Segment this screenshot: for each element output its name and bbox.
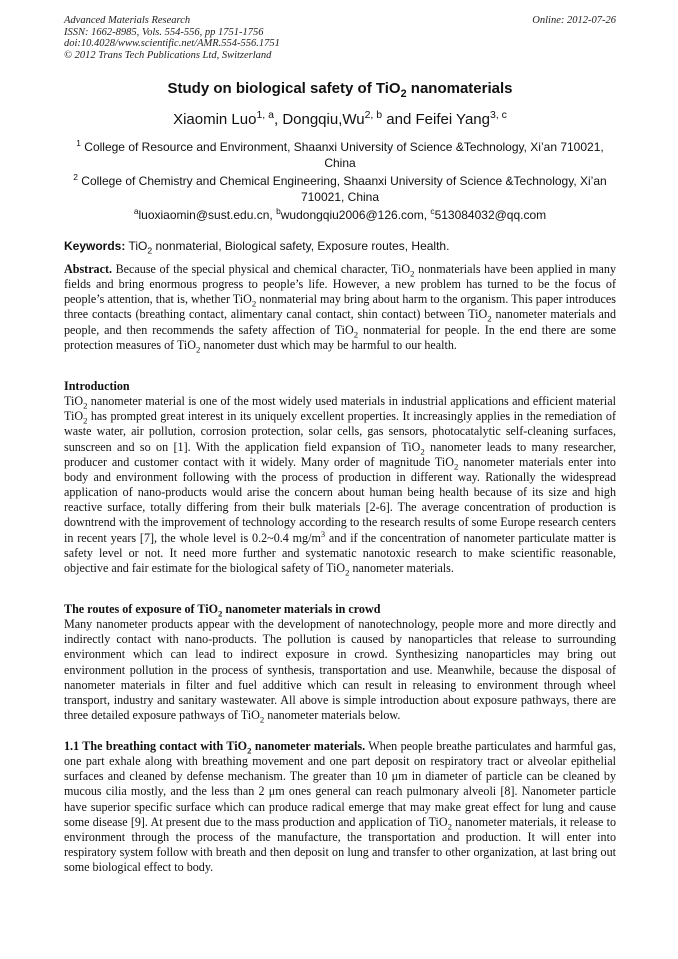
abstract — [64, 262, 616, 353]
affiliation-2 — [64, 173, 616, 205]
keywords-text: TiO — [125, 239, 148, 253]
section-heading — [64, 602, 616, 617]
heading-text: nanometer materials in crowd — [222, 602, 381, 616]
paragraph-text: TiO — [64, 394, 84, 409]
subscript: 2 — [147, 245, 153, 256]
email-marker: a — [133, 206, 139, 216]
heading-text: The routes of exposure of TiO — [64, 602, 218, 616]
affiliation-1 — [64, 139, 616, 171]
author-separator: , — [273, 111, 283, 128]
title-text: Study on biological safety of TiO — [167, 80, 401, 97]
subscript: 2 — [247, 745, 252, 756]
subscript: 2 — [83, 400, 88, 411]
subscript: 2 — [196, 344, 201, 355]
subscript: 2 — [251, 298, 257, 309]
subsection-heading — [64, 739, 366, 756]
paragraph-text: nanometer materials. — [349, 560, 454, 575]
journal-header — [64, 15, 616, 61]
paragraph-text: Many nanometer products appear with the development of nanotechnology, people more and more directly and indirectly contact with nano-products. The pollution is caused by nanoparticles that release to surrounding environment which can lead to indirect exposure in crowd. Synthesizing nanoparticles may bring out environment pollution in the process of synthesis, transportation and use. Meanwhile, because the disposal of nanometer materials in filter and fuel additive which can result in releasing to environment through wheel transport, industry and sanitary wastewater. All above is simple introduction about exposure pathways, there are three detailed exposure pathways of TiO — [64, 617, 616, 723]
copyright-line: © 2012 Trans Tech Publications Ltd, Switzerland — [64, 49, 272, 61]
abstract-text: Because of the special physical and chemical character, TiO — [112, 262, 411, 276]
email-address: wudongqiu2006@126.com, — [280, 208, 431, 222]
subscript: 2 — [259, 714, 265, 725]
subscript: 2 — [447, 821, 452, 832]
abstract-label: Abstract. — [64, 262, 113, 276]
superscript: 3 — [320, 528, 326, 539]
paragraph-text: has prompted great interest in its uniquely excellent properties. It increasingly applies in the remediation of waste water, air pollution, corrosion protection, solar cells, gas sensors, photocatalytic self-cleaning surfaces, sunscreen and so on [1]. With the application field expansion of TiO — [64, 409, 616, 454]
affiliation-text: College of Chemistry and Chemical Engineering, Shaanxi University of Science &Technology, Xi’an 710021, China — [77, 174, 607, 204]
journal-name: Advanced Materials Research — [64, 15, 191, 26]
author-name: Xiaomin Luo — [173, 111, 257, 128]
author-list — [64, 111, 616, 128]
subscript: 2 — [410, 268, 415, 279]
subscript: 2 — [353, 329, 359, 340]
paragraph-text: nanometer materials enter into body and environment following with the process of production in different way. Rationally the widespread application of nano-products would arise the concern about human being health because of its size and high reactive surface, totally differing from their bulk materials [2-6]. The average concentration of production is downtrend with the improvement of technology according to the research results of some Europe research centers in recent years [7], the whole level is 0.2~0.4 mg/m — [64, 454, 616, 545]
breathing-contact-section — [64, 739, 616, 875]
section-heading: Introduction — [64, 379, 130, 393]
affiliation-number: 1 — [76, 138, 81, 148]
author-superscript: 1, a — [256, 109, 274, 121]
paragraph-text: When people breathe particulates and harmful gas, one part exhale along with breathing movement and one part deposit on respiratory tract or alveolar epithelial surfaces and cleaned by defense mechanism. The greater than 10 μm in diameter of particle can be cleaned by mucous cilia mostly, and the less than 2 μm ones general can reach pulmonary alveoli [8]. Nanometer particle have superior specific surface which can produce radical emerge that may make great effect for lung and cause some disease [9]. At present due to the mass production and application of TiO — [64, 739, 616, 829]
paragraph-text: nanometer materials, it release to environment through the process of the manufacture, the transportation and production. It will enter into respiratory system follow with breath and then deposit on lung and transfer to other organization, at last bring out some biological effect to body. — [64, 814, 616, 875]
title-subscript: 2 — [400, 88, 407, 100]
paragraph-text: nanometer material is one of the most widely used materials in industrial applications and efficient material TiO — [64, 394, 616, 424]
paragraph-text: and if the concentration of nanometer particulate matter is safety level or not. It need more further and systematic nanotoxic research to make scientific reasonable, objective and fair estimate for the biological safety of TiO — [64, 530, 616, 575]
subscript: 2 — [453, 461, 459, 472]
routes-section — [64, 602, 616, 723]
author-superscript: 2, b — [364, 109, 383, 121]
keywords-text: nonmaterial, Biological safety, Exposure routes, Health. — [152, 239, 450, 253]
email-address: 513084032@qq.com — [434, 208, 547, 222]
paper-title — [64, 80, 616, 100]
title-text-end: nanomaterials — [406, 80, 513, 97]
introduction-section — [64, 379, 616, 576]
affiliation-number: 2 — [73, 172, 78, 182]
issn-line: ISSN: 1662-8985, Vols. 554-556, pp 1751-1756 — [64, 26, 264, 38]
online-date: Online: 2012-07-26 — [532, 15, 616, 26]
email-marker: b — [276, 206, 281, 216]
abstract-text: nanometer dust which may be harmful to our health. — [200, 337, 457, 352]
affiliation-text: College of Resource and Environment, Shaanxi University of Science &Technology, Xi’an 710021, China — [80, 140, 604, 170]
doi-line: doi:10.4028/www.scientific.net/AMR.554-556.1751 — [64, 38, 280, 50]
subscript: 2 — [420, 446, 425, 457]
heading-text: nanometer materials. — [251, 739, 366, 753]
abstract-text: nonmaterial may bring about harm to the organism. This paper introduces three contacts (breathing contact, alimentary canal contact, shin contact) between TiO — [64, 292, 616, 322]
keywords-label: Keywords: — [64, 239, 126, 253]
author-separator: and — [382, 111, 416, 128]
subscript: 2 — [487, 313, 492, 324]
author-superscript: 3, c — [489, 109, 507, 121]
subscript: 2 — [83, 415, 88, 426]
author-emails — [64, 208, 616, 222]
heading-text: 1.1 The breathing contact with TiO — [64, 739, 248, 753]
keywords — [64, 239, 616, 256]
abstract-text: nonmaterials have been applied in many fields and bring enormous progress to people’s life. However, a new problem has turned to be the focus of people’s attention, that is, whether TiO — [64, 262, 617, 307]
subscript: 2 — [345, 567, 350, 578]
abstract-text: nanometer materials and people, and then recommends the safety affection of TiO — [64, 307, 616, 337]
paragraph-text: nanometer materials below. — [264, 708, 401, 723]
subscript: 2 — [217, 608, 223, 619]
email-address: luoxiaomin@sust.edu.cn, — [138, 208, 277, 222]
author-name: Dongqiu,Wu — [282, 111, 365, 128]
author-name: Feifei Yang — [415, 111, 490, 128]
paragraph-text: nanometer leads to many researcher, producer and customer contact with it widely. Many order of magnitude TiO — [64, 439, 616, 469]
abstract-text: nonmaterial for people. In the end there are some protection measures of TiO — [64, 322, 616, 352]
email-marker: c — [430, 206, 435, 216]
